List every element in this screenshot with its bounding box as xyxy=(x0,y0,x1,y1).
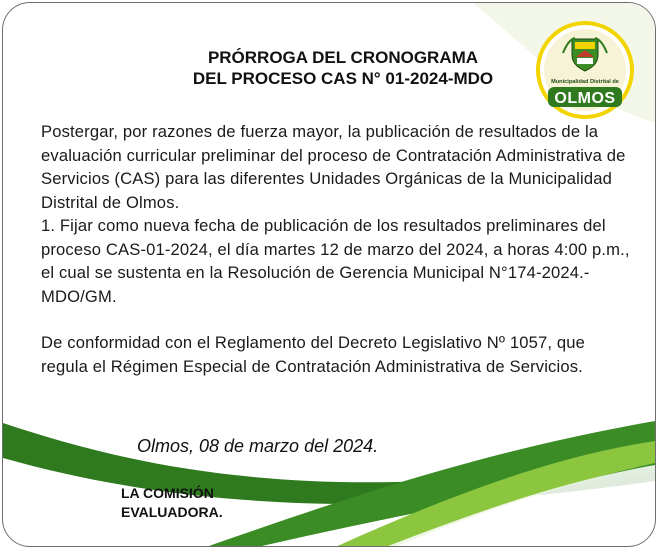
title-line-2: DEL PROCESO CAS N° 01-2024-MDO xyxy=(192,69,494,88)
title-line-1: PRÓRROGA DEL CRONOGRAMA xyxy=(207,48,479,67)
municipality-logo xyxy=(527,19,643,121)
signoff-line-1: LA COMISIÓN xyxy=(121,485,214,501)
signoff xyxy=(121,484,223,522)
date-line: Olmos, 08 de marzo del 2024. xyxy=(137,436,379,456)
paragraph-new-date: 1. Fijar como nueva fecha de publicación de los resultados preliminares del proceso CAS-01-2024, el día martes 12 de marzo del 2024, a horas 4:00 p.m., el cual se sustenta en la Resolución de Gerencia Municipal N°174-2024.-MDO/GM. xyxy=(41,216,630,306)
paragraph-spacer xyxy=(41,308,631,331)
logo-name: OLMOS xyxy=(554,90,616,107)
notice-body xyxy=(41,120,631,378)
paragraph-postpone: Postergar, por razones de fuerza mayor, la publicación de resultados de la evaluación curricular preliminar del proceso de Contratación Administrativa de Servicios (CAS) para las diferentes Unidades Orgánicas de la Municipalidad Distrital de Olmos. xyxy=(41,122,626,212)
logo-org-label: Municipalidad Distrital de xyxy=(551,79,619,85)
paragraph-legal-basis: De conformidad con el Reglamento del Decreto Legislativo Nº 1057, que regula el Régimen Especial de Contratación Administrativa de Servicios. xyxy=(41,333,586,376)
page-title xyxy=(123,47,563,89)
signoff-line-2: EVALUADORA. xyxy=(121,504,223,520)
notice-card xyxy=(2,2,656,547)
